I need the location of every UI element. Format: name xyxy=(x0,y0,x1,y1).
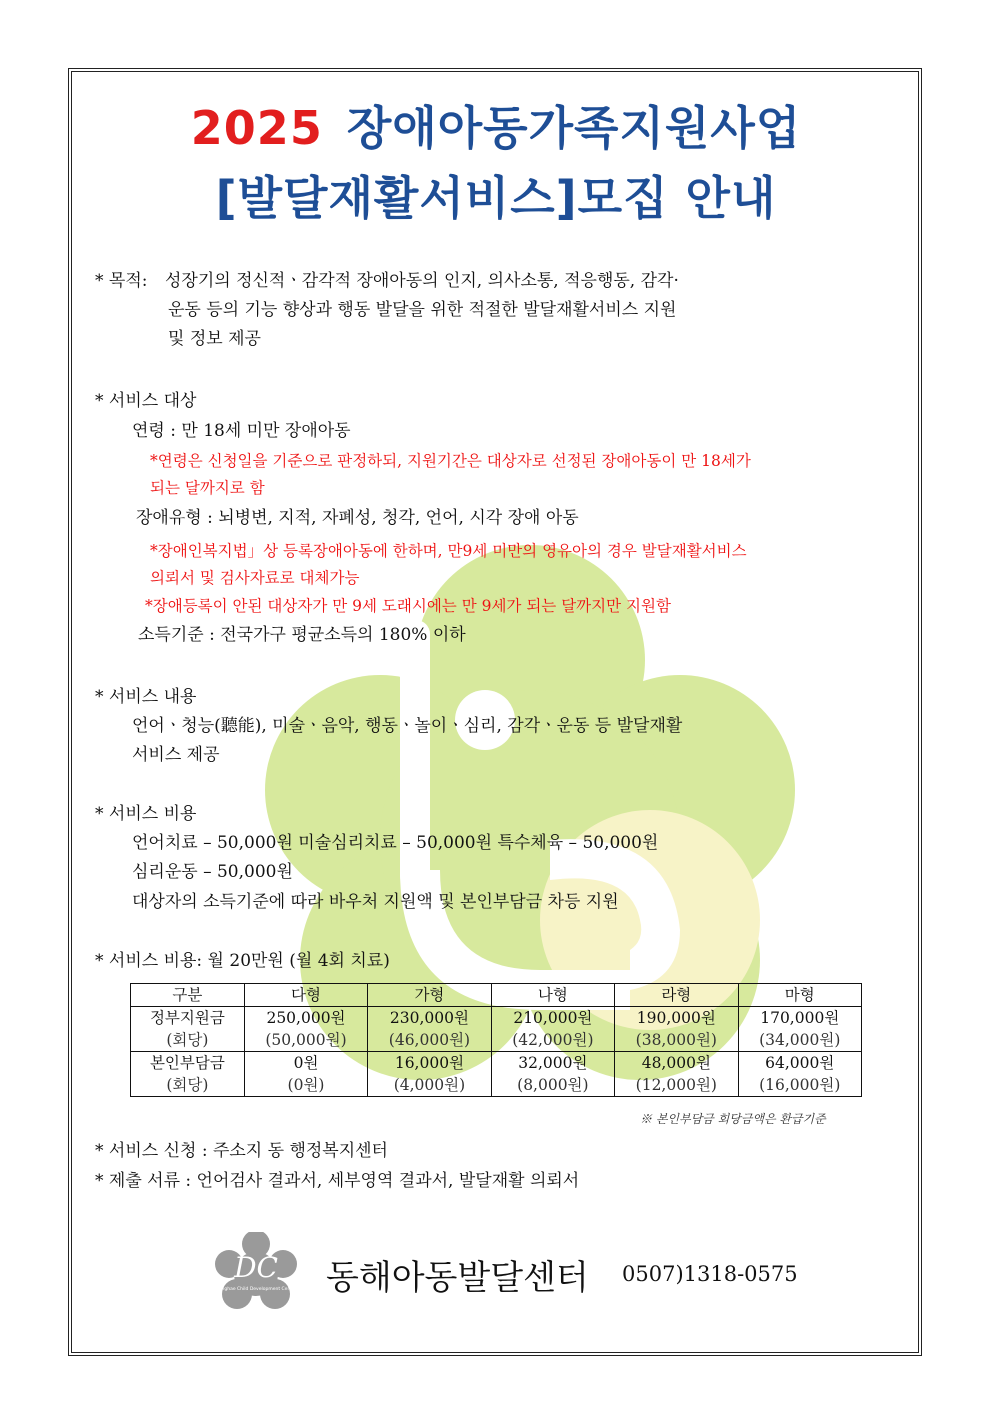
table-header-cell: 가형 xyxy=(368,984,491,1007)
table-cell: 32,000원 xyxy=(491,1052,614,1075)
table-cell: 정부지원금 xyxy=(131,1007,245,1030)
target-income: 소득기준 : 전국가구 평균소득의 180% 이하 xyxy=(138,625,466,645)
content-heading: * 서비스 내용 xyxy=(95,687,197,707)
table-row xyxy=(131,1007,862,1030)
content-line-1: 언어ㆍ청능(聽能), 미술ㆍ음악, 행동ㆍ놀이ㆍ심리, 감각ㆍ운동 등 발달재활 xyxy=(132,716,683,736)
cost-table-heading: * 서비스 비용: 월 20만원 (월 4회 치료) xyxy=(95,951,390,971)
table-cell: 230,000원 xyxy=(368,1007,491,1030)
table-cell: (12,000원) xyxy=(615,1074,738,1097)
table-cell: (16,000원) xyxy=(738,1074,861,1097)
table-cell: (회당) xyxy=(131,1074,245,1097)
cost-heading: * 서비스 비용 xyxy=(95,804,197,824)
cost-line-1: 언어치료 – 50,000원 미술심리치료 – 50,000원 특수체육 – 50,000원 xyxy=(132,833,659,853)
title-year: 2025 xyxy=(190,101,323,155)
content-line-2: 서비스 제공 xyxy=(132,745,220,765)
logo-letters: DC xyxy=(234,1251,278,1284)
table-cell: (42,000원) xyxy=(491,1029,614,1052)
table-cell: (46,000원) xyxy=(368,1029,491,1052)
table-cell: 250,000원 xyxy=(244,1007,367,1030)
table-note: ※ 본인부담금 회당금액은 환급기준 xyxy=(640,1112,826,1126)
table-row xyxy=(131,1074,862,1097)
table-cell: (4,000원) xyxy=(368,1074,491,1097)
cost-line-3: 대상자의 소득기준에 따라 바우처 지원액 및 본인부담금 차등 지원 xyxy=(132,892,619,912)
table-cell: (0원) xyxy=(244,1074,367,1097)
apply-line-2: * 제출 서류 : 언어검사 결과서, 세부영역 결과서, 발달재활 의뢰서 xyxy=(95,1171,580,1191)
table-cell: 210,000원 xyxy=(491,1007,614,1030)
target-type: 장애유형 : 뇌병변, 지적, 자폐성, 청각, 언어, 시각 장애 아동 xyxy=(136,508,579,528)
table-header-cell: 나형 xyxy=(491,984,614,1007)
title-program: 장애아동가족지원사업 xyxy=(346,101,802,155)
table-cell: (34,000원) xyxy=(738,1029,861,1052)
purpose-line-1: 성장기의 정신적ㆍ감각적 장애아동의 인지, 의사소통, 적응행동, 감각· xyxy=(165,271,679,291)
target-heading: * 서비스 대상 xyxy=(95,391,197,411)
table-cell: 16,000원 xyxy=(368,1052,491,1075)
cost-table xyxy=(130,983,862,1097)
table-cell: 170,000원 xyxy=(738,1007,861,1030)
table-row xyxy=(131,1052,862,1075)
table-cell: (50,000원) xyxy=(244,1029,367,1052)
table-header-row xyxy=(131,984,862,1007)
target-age: 연령 : 만 18세 미만 장애아동 xyxy=(132,421,351,441)
table-cell: (8,000원) xyxy=(491,1074,614,1097)
table-cell: 0원 xyxy=(244,1052,367,1075)
table-header-cell: 마형 xyxy=(738,984,861,1007)
purpose-line-3: 및 정보 제공 xyxy=(168,329,261,349)
table-row xyxy=(131,1029,862,1052)
apply-line-1: * 서비스 신청 : 주소지 동 행정복지센터 xyxy=(95,1141,388,1161)
table-cell: 190,000원 xyxy=(615,1007,738,1030)
purpose-label: * 목적: xyxy=(95,271,148,291)
phone-number: 0507)1318-0575 xyxy=(622,1262,798,1286)
table-cell: 48,000원 xyxy=(615,1052,738,1075)
title-line-1 xyxy=(0,92,992,158)
title-line-2: [발달재활서비스]모집 안내 xyxy=(215,171,777,225)
target-type-note-1: *장애인복지법」상 등록장애아동에 한하며, 만9세 미만의 영유아의 경우 발달재활서비스 xyxy=(150,542,747,560)
table-cell: (38,000원) xyxy=(615,1029,738,1052)
target-type-note-2: 의뢰서 및 검사자료로 대체가능 xyxy=(150,569,360,587)
center-logo xyxy=(215,1232,297,1314)
logo-text: Donghae Child Development Center xyxy=(215,1287,297,1292)
target-age-note-1: *연령은 신청일을 기준으로 판정하되, 지원기간은 대상자로 선정된 장애아동이 만 18세가 xyxy=(150,452,751,470)
purpose-line-2: 운동 등의 기능 향상과 행동 발달을 위한 적절한 발달재활서비스 지원 xyxy=(168,300,677,320)
table-header-cell: 라형 xyxy=(615,984,738,1007)
table-header-cell: 구분 xyxy=(131,984,245,1007)
target-type-note-3: *장애등록이 안된 대상자가 만 9세 도래시에는 만 9세가 되는 달까지만 지원함 xyxy=(145,597,671,615)
target-age-note-2: 되는 달까지로 함 xyxy=(150,479,265,497)
table-header-cell: 다형 xyxy=(244,984,367,1007)
center-name: 동해아동발달센터 xyxy=(326,1258,589,1298)
table-cell: 본인부담금 xyxy=(131,1052,245,1075)
table-cell: (회당) xyxy=(131,1029,245,1052)
table-cell: 64,000원 xyxy=(738,1052,861,1075)
cost-line-2: 심리운동 – 50,000원 xyxy=(132,862,293,882)
